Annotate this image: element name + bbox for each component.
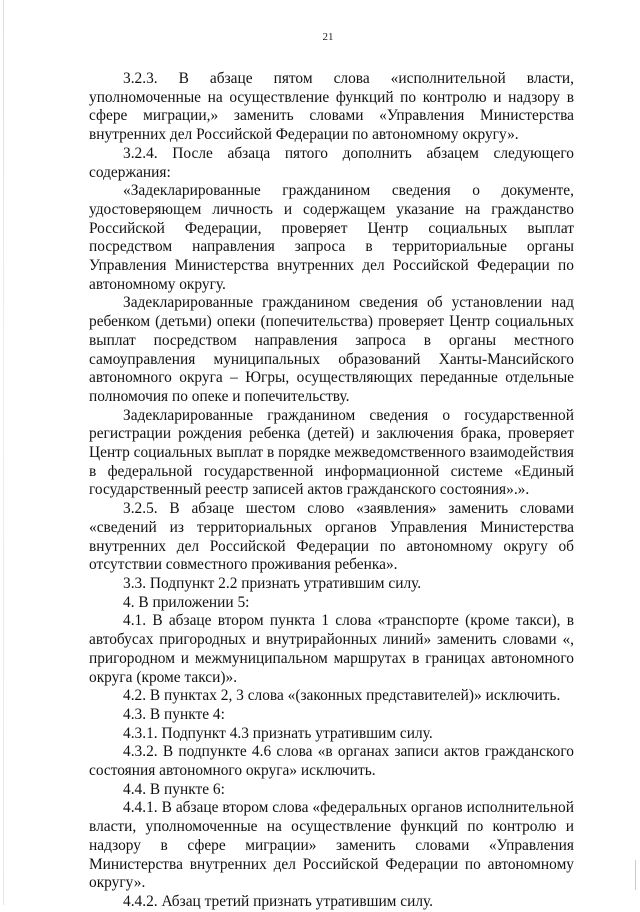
paragraph-3-2-4: 3.2.4. После абзаца пятого дополнить абзацем следующего содержания: — [89, 144, 574, 181]
paragraph-3-3: 3.3. Подпункт 2.2 признать утратившим силу. — [123, 574, 422, 592]
scan-edge-left — [3, 0, 4, 905]
paragraph-guardianship: Задекларированные гражданином сведения об установлении над ребенком (детьми) опеки (попечительства) проверяет Центр социальных выплат посредством направления запроса в органы местного самоуправления муниципальных образований Ханты-Мансийского автономного округа – Югры, осуществляющих переданные отдельные полномочия по опеке и попечительству. — [89, 294, 574, 405]
paragraph-4-3-1: 4.3.1. Подпункт 4.3 признать утратившим силу. — [123, 724, 433, 742]
document-body — [89, 70, 574, 912]
paragraph-quote-identity-document: «Задекларированные гражданином сведения о документе, удостоверяющем личность и содержащем указание на гражданство Российской Федерации, проверяет Центр социальных выплат посредством направления запроса в территориальные органы Управления Министерства внутренних дел Российской Федерации по автономному округу. — [89, 182, 574, 293]
paragraph-4-3-2: 4.3.2. В подпункте 4.6 слова «в органах записи актов гражданского состояния автономного округа» исключить. — [89, 743, 574, 780]
paragraph-4-4: 4.4. В пункте 6: — [123, 780, 225, 798]
page-number: 21 — [322, 31, 334, 43]
scan-edge-right — [635, 860, 636, 890]
paragraph-birth-marriage-registration: Задекларированные гражданином сведения о государственной регистрации рождения ребенка (детей) и заключения брака, проверяет Центр социальных выплат в порядке межведомственного взаимодействия в федеральной государственной информационной системе «Единый государственный реестр записей актов гражданского состояния».». — [89, 406, 575, 499]
paragraph-4: 4. В приложении 5: — [123, 593, 250, 611]
paragraph-4-3: 4.3. В пункте 4: — [123, 705, 225, 723]
paragraph-4-2: 4.2. В пунктах 2, 3 слова «(законных представителей)» исключить. — [123, 687, 561, 705]
paragraph-4-4-2: 4.4.2. Абзац третий признать утратившим силу. — [123, 892, 434, 910]
paragraph-4-4-1: 4.4.1. В абзаце втором слова «федеральных органов исполнительной власти, уполномоченные на осуществление функций по контролю и надзору в сфере миграции» заменить словами «Управления Министерства внутренних дел Российской Федерации по автономному округу». — [89, 799, 574, 892]
paragraph-4-1: 4.1. В абзаце втором пункта 1 слова «транспорте (кроме такси), в автобусах пригородных и внутрирайонных линий» заменить словами «, пригородном и межмуниципальном маршрутах в границах автономного округа (кроме такси)». — [89, 612, 574, 686]
paragraph-3-2-3: 3.2.3. В абзаце пятом слова «исполнительной власти, уполномоченные на осуществление функций по контролю и надзору в сфере миграции,» заменить словами «Управления Министерства внутренних дел Российской Федерации по автономному округу». — [89, 70, 574, 144]
paragraph-3-2-5: 3.2.5. В абзаце шестом слово «заявления» заменить словами «сведений из территориальных органов Управления Министерства внутренних дел Российской Федерации по автономному округу об отсутствии совместного проживания ребенка». — [89, 500, 574, 574]
